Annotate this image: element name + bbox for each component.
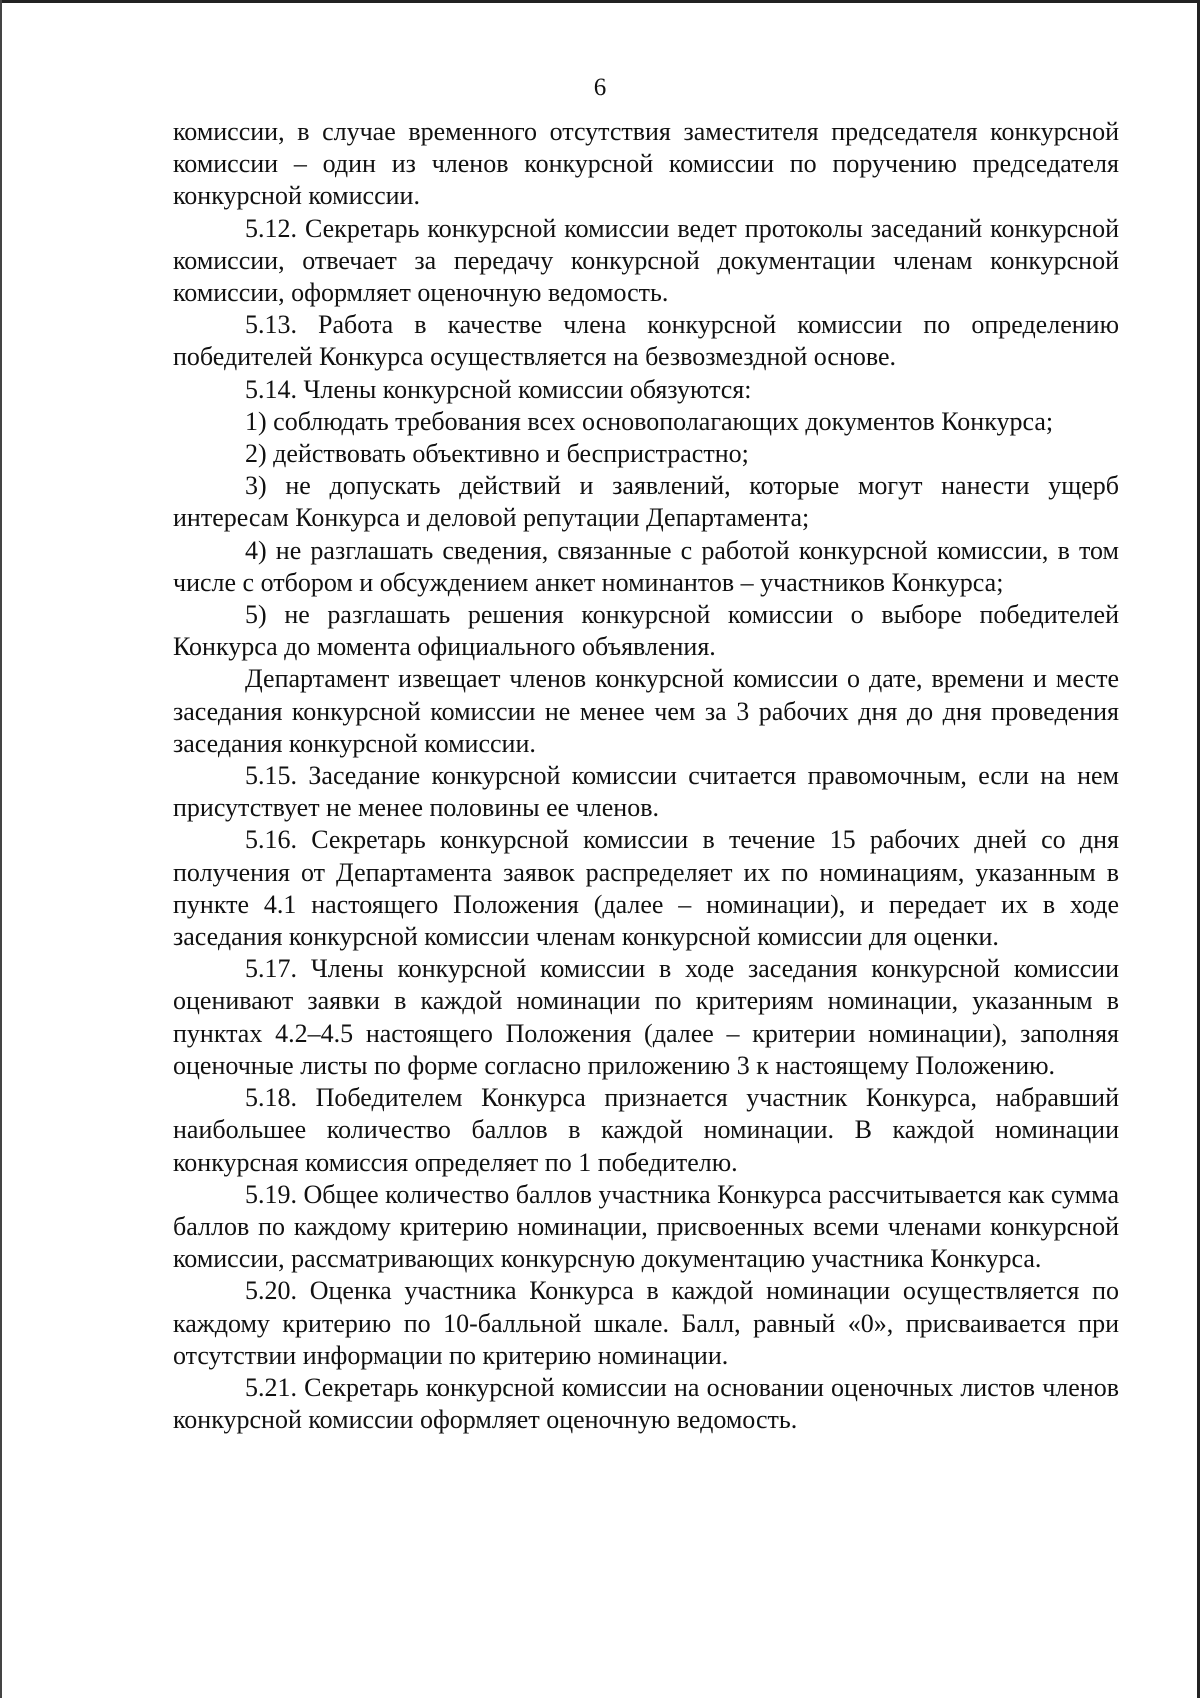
- paragraph-5-21: 5.21. Секретарь конкурсной комиссии на основании оценочных листов членов конкурсной комиссии оформляет оценочную ведомость.: [173, 1372, 1119, 1435]
- page-number: 6: [593, 74, 607, 101]
- scan-edge-top: [0, 0, 1200, 3]
- scan-edge-left: [0, 0, 2, 1698]
- paragraph-5-17: 5.17. Члены конкурсной комиссии в ходе заседания конкурсной комиссии оценивают заявки в каждой номинации по критериям номинации, указанным в пунктах 4.2–4.5 настоящего Положения (далее – критерии номинации), заполняя оценочные листы по форме согласно приложению 3 к настоящему Положению.: [173, 954, 1119, 1080]
- paragraph-continuation: комиссии, в случае временного отсутствия заместителя председателя конкурсной комиссии – один из членов конкурсной комиссии по поручению председателя конкурсной комиссии.: [173, 117, 1119, 211]
- paragraph-notification: Департамент извещает членов конкурсной комиссии о дате, времени и месте заседания конкурсной комиссии не менее чем за 3 рабочих дня до дня проведения заседания конкурсной комиссии.: [173, 664, 1119, 758]
- list-item-5: 5) не разглашать решения конкурсной комиссии о выборе победителей Конкурса до момента официального объявления.: [173, 600, 1119, 662]
- list-item-1: 1) соблюдать требования всех основополагающих документов Конкурса;: [245, 406, 1054, 436]
- list-item-2: 2) действовать объективно и беспристрастно;: [245, 439, 749, 469]
- list-item-4: 4) не разглашать сведения, связанные с работой конкурсной комиссии, в том числе с отбором и обсуждением анкет номинантов – участников Конкурса;: [173, 535, 1119, 597]
- paragraph-5-19: 5.19. Общее количество баллов участника Конкурса рассчитывается как сумма баллов по каждому критерию номинации, присвоенных всеми членами конкурсной комиссии, рассматривающих конкурсную документацию участника Конкурса.: [173, 1179, 1119, 1274]
- paragraph-5-13: 5.13. Работа в качестве члена конкурсной комиссии по определению победителей Конкурса осуществляется на безвозмездной основе.: [173, 310, 1119, 372]
- paragraph-5-20: 5.20. Оценка участника Конкурса в каждой номинации осуществляется по каждому критерию по 10-балльной шкале. Балл, равный «0», присваивается при отсутствии информации по критерию номинации.: [173, 1276, 1119, 1370]
- document-body: [173, 116, 1119, 1436]
- paragraph-5-18: 5.18. Победителем Конкурса признается участник Конкурса, набравший наибольшее количество баллов в каждой номинации. В каждой номинации конкурсная комиссия определяет по 1 победителю.: [173, 1083, 1119, 1177]
- paragraph-5-12: 5.12. Секретарь конкурсной комиссии ведет протоколы заседаний конкурсной комиссии, отвечает за передачу конкурсной документации членам конкурсной комиссии, оформляет оценочную ведомость.: [173, 213, 1119, 308]
- paragraph-5-14: 5.14. Члены конкурсной комиссии обязуются:: [245, 374, 752, 404]
- paragraph-5-15: 5.15. Заседание конкурсной комиссии считается правомочным, если на нем присутствует не менее половины ее членов.: [173, 761, 1119, 823]
- list-item-3: 3) не допускать действий и заявлений, которые могут нанести ущерб интересам Конкурса и деловой репутации Департамента;: [173, 471, 1119, 533]
- paragraph-5-16: 5.16. Секретарь конкурсной комиссии в течение 15 рабочих дней со дня получения от Департамента заявок распределяет их по номинациям, указанным в пункте 4.1 настоящего Положения (далее – номинации), и передает их в ходе заседания конкурсной комиссии членам конкурсной комиссии для оценки.: [173, 825, 1119, 952]
